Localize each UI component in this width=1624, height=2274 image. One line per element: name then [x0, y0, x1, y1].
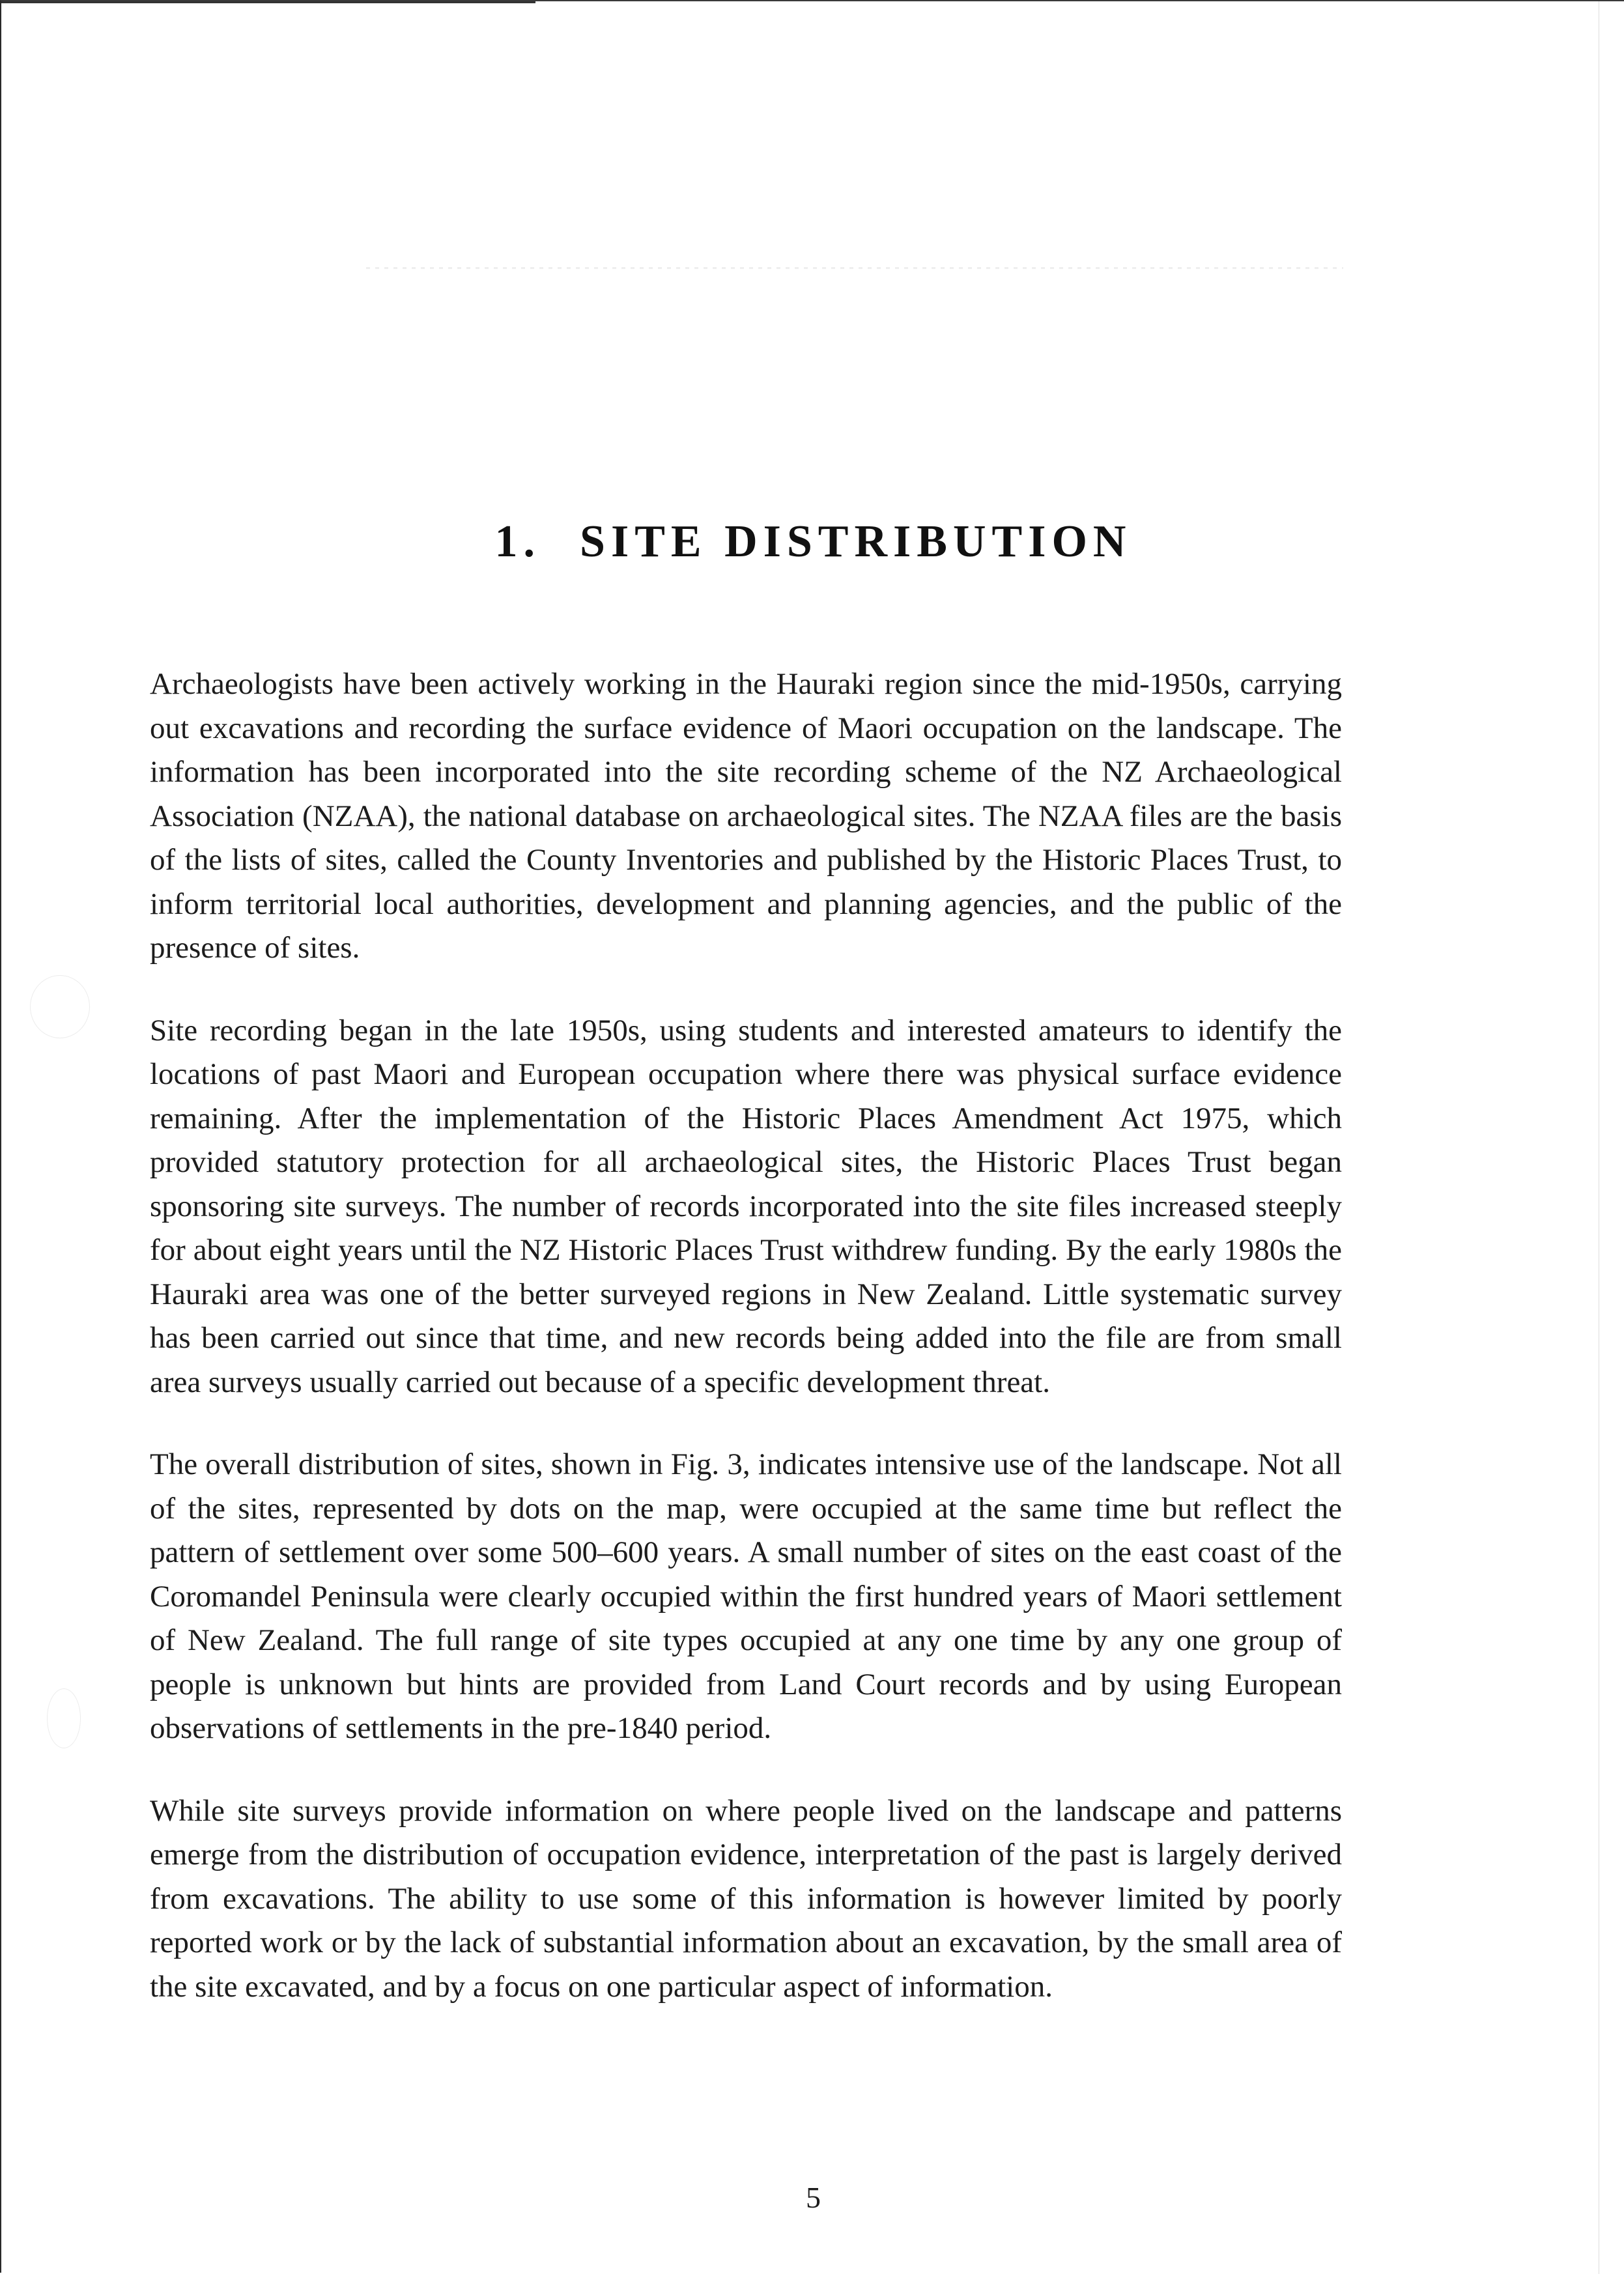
show-through-ghost — [366, 267, 1343, 269]
body-text — [150, 662, 1342, 2047]
paragraph: While site surveys provide information on where people lived on the landscape and patterns emerge from the distribution of occupation evidence, interpretation of the past is largely derived from excavations. The ability to use some of this information is however limited by poorly reported work or by the lack of substantial information about an excavation, by the small area of the site excavated, and by a focus on one particular aspect of information. — [150, 1793, 1342, 2004]
punch-hole-mark — [30, 975, 90, 1038]
scan-edge-rule — [1, 1, 535, 3]
chapter-heading — [1, 516, 1624, 568]
paragraph: Archaeologists have been actively working in the Hauraki region since the mid-1950s, carrying out excavations and recording the surface evidence of Maori occupation on the landscape. The information has been incorporated into the site recording scheme of the NZ Archaeological Association (NZAA), the national database on archaeological sites. The NZAA files are the basis of the lists of sites, called the County Inventories and published by the Historic Places Trust, to inform territorial local authorities, development and planning agencies, and the public of the presence of sites. — [150, 667, 1342, 965]
paragraph: Site recording began in the late 1950s, using students and interested amateurs to identify the locations of past Maori and European occupation where there was physical surface evidence remaining. After the implementation of the Historic Places Amendment Act 1975, which provided statutory protection for all archaeological sites, the Historic Places Trust began sponsoring site surveys. The number of records incorporated into the site files increased steeply for about eight years until the NZ Historic Places Trust withdrew funding. By the early 1980s the Hauraki area was one of the better surveyed regions in New Zealand. Little systematic survey has been carried out since that time, and new records being added into the file are from small area surveys usually carried out because of a specific development threat. — [150, 1013, 1342, 1399]
punch-hole-mark — [47, 1688, 81, 1748]
chapter-title: SITE DISTRIBUTION — [580, 517, 1132, 567]
page-number: 5 — [806, 2181, 821, 2214]
chapter-number: 1. — [494, 517, 541, 567]
paragraph: The overall distribution of sites, shown in Fig. 3, indicates intensive use of the landscape. Not all of the sites, represented by dots on the map, were occupied at the same time but reflect the pattern of settlement over some 500–600 years. A small number of sites on the east coast of the Coromandel Peninsula were clearly occupied within the first hundred years of Maori settlement of New Zealand. The full range of site types occupied at any one time by any one group of people is unknown but hints are provided from Land Court records and by using European observations of settlements in the pre-1840 period. — [150, 1447, 1342, 1745]
